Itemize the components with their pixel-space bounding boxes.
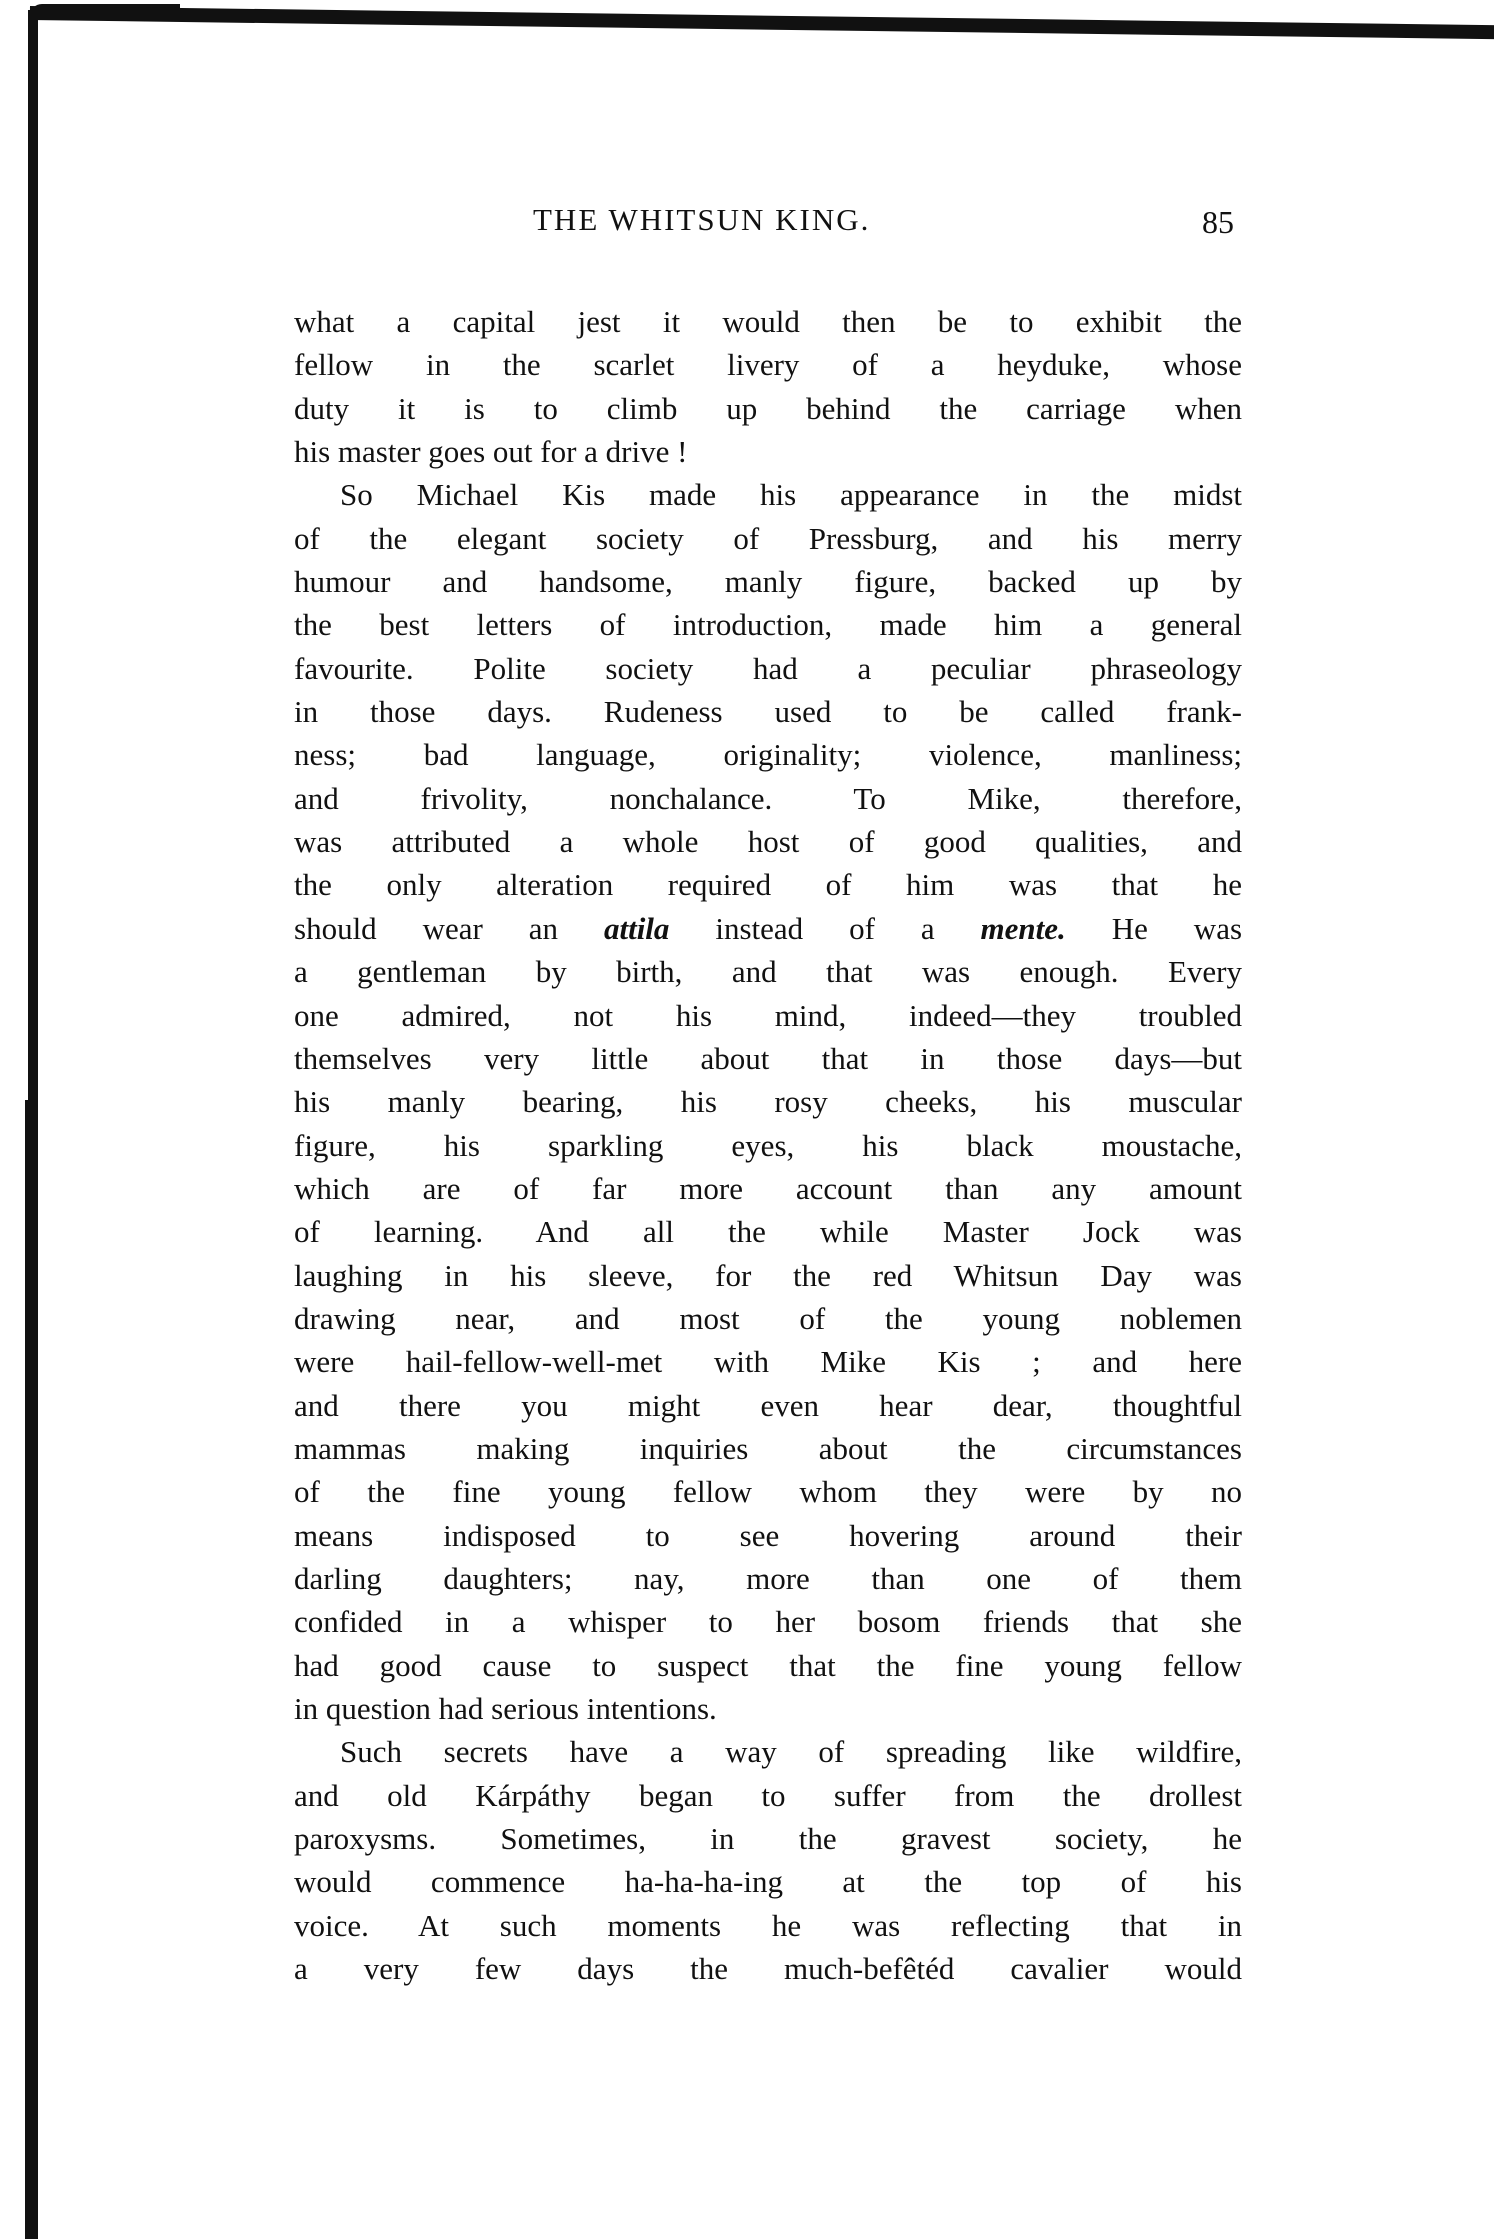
text-line: and frivolity, nonchalance. To Mike, therefore,	[294, 780, 1242, 816]
text-line: drawing near, and most of the young noblemen	[294, 1300, 1242, 1336]
text-line: had good cause to suspect that the fine young fellow	[294, 1647, 1242, 1683]
text-line: paroxysms. Sometimes, in the gravest society, he	[294, 1821, 1242, 1857]
text-line: laughing in his sleeve, for the red Whitsun Day was	[294, 1257, 1242, 1293]
italic-word: attila	[603, 910, 670, 946]
text-line: his manly bearing, his rosy cheeks, his muscular	[294, 1084, 1242, 1120]
text-line: was attributed a whole host of good qualities, and	[294, 824, 1242, 860]
text-line: means indisposed to see hovering around their	[294, 1517, 1242, 1553]
text-line: his master goes out for a drive !	[294, 434, 688, 470]
text-line: of learning. And all the while Master Jock was	[294, 1214, 1242, 1250]
text-line: So Michael Kis made his appearance in the midst	[340, 477, 1242, 513]
text-line: voice. At such moments he was reflecting that in	[294, 1907, 1242, 1943]
page-number: 85	[1202, 204, 1234, 240]
text-line: Such secrets have a way of spreading like wildfire,	[340, 1734, 1242, 1770]
text-line: of the elegant society of Pressburg, and his merry	[294, 520, 1242, 556]
running-head: THE WHITSUN KING.	[533, 202, 871, 237]
text-line: which are of far more account than any amount	[294, 1170, 1242, 1206]
text-line: mammas making inquiries about the circumstances	[294, 1430, 1242, 1466]
text-line: in question had serious intentions.	[294, 1691, 717, 1726]
text-line: in those days. Rudeness used to be called frank-	[294, 694, 1242, 730]
text-line: confided in a whisper to her bosom friends that she	[294, 1604, 1242, 1640]
text-line: darling daughters; nay, more than one of them	[294, 1560, 1242, 1596]
text-segment: should wear an	[294, 910, 604, 946]
text-line: favourite. Polite society had a peculiar phraseology	[294, 650, 1242, 686]
italic-word: mente.	[980, 910, 1066, 946]
text-line: ness; bad language, originality; violence, manliness;	[294, 737, 1242, 773]
text-segment: He was	[1065, 910, 1243, 946]
text-line: themselves very little about that in those days—but	[294, 1040, 1242, 1076]
text-line: a gentleman by birth, and that was enough. Every	[294, 954, 1242, 990]
text-segment: instead of a	[669, 910, 981, 946]
page-edge-top	[30, 6, 1494, 39]
text-line: duty it is to climb up behind the carriage when	[294, 390, 1242, 426]
body-text	[294, 300, 1242, 1990]
text-line: would commence ha-ha-ha-ing at the top of his	[294, 1864, 1242, 1900]
text-line: the only alteration required of him was that he	[294, 867, 1242, 903]
text-line: one admired, not his mind, indeed—they troubled	[294, 997, 1242, 1033]
text-line: humour and handsome, manly figure, backed up by	[294, 564, 1242, 600]
text-line: figure, his sparkling eyes, his black moustache,	[294, 1127, 1242, 1163]
text-line: fellow in the scarlet livery of a heyduke, whose	[294, 347, 1242, 383]
text-line	[294, 907, 1242, 950]
text-line: of the fine young fellow whom they were by no	[294, 1474, 1242, 1510]
text-line: a very few days the much-befêtéd cavalier would	[294, 1951, 1242, 1987]
text-line: the best letters of introduction, made him a general	[294, 607, 1242, 643]
text-line: and old Kárpáthy began to suffer from the drollest	[294, 1777, 1242, 1813]
text-line: were hail-fellow-well-met with Mike Kis ; and here	[294, 1344, 1242, 1380]
page-edge-left-lower	[25, 1100, 33, 2239]
text-line: what a capital jest it would then be to exhibit the	[294, 304, 1242, 339]
text-line: and there you might even hear dear, thoughtful	[294, 1387, 1242, 1423]
